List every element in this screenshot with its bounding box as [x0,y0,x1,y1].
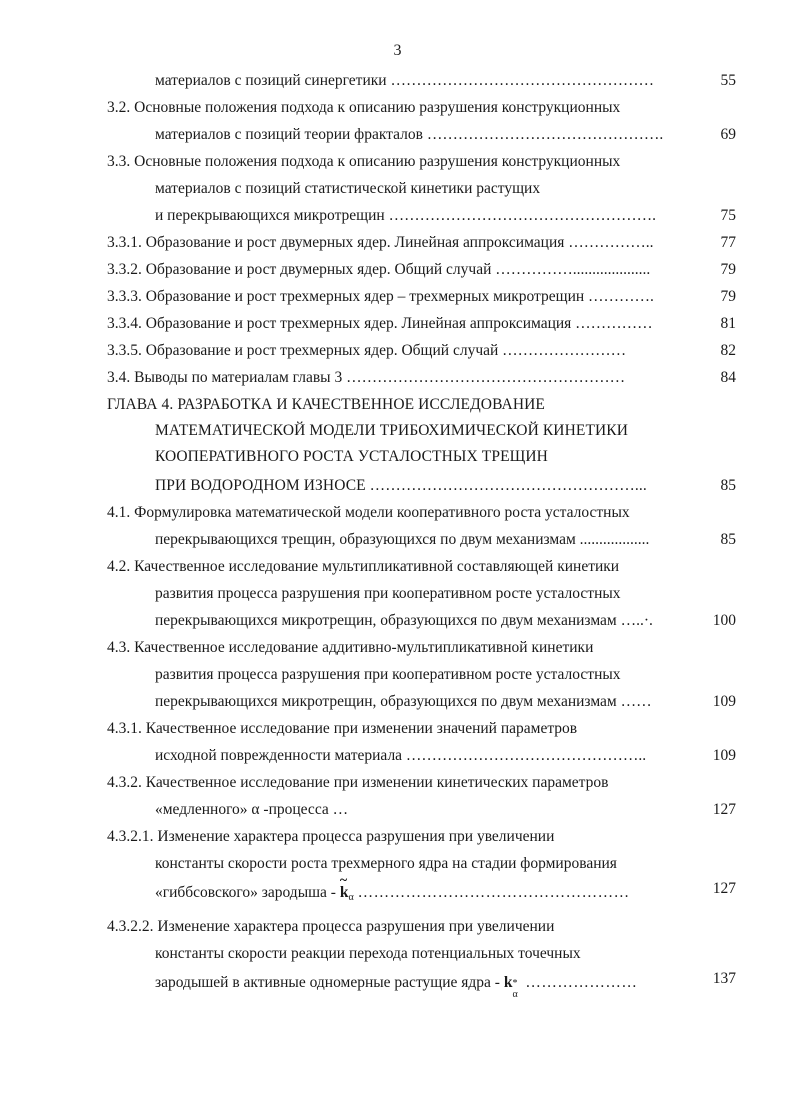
toc-page: 79 [720,288,736,305]
toc-page: 82 [720,342,736,359]
toc-line: материалов с позиций теории фракталов ………………………………………. [155,126,664,143]
toc-line: 3.3.2. Образование и рост двумерных ядер. Общий случай …………….................... [107,261,651,278]
toc-line: материалов с позиций статистической кинетики растущих [155,180,541,197]
toc-line: 3.3.4. Образование и рост трехмерных ядер. Линейная аппроксимация …………… [107,315,653,332]
toc-page: 79 [720,261,736,278]
toc-line: и перекрывающихся микротрещин ……………………………………………. [155,207,656,224]
toc-leader: ………………… [525,974,638,991]
toc-line: константы скорости роста трехмерного ядра на стадии формирования [155,855,617,872]
toc-page: 137 [712,970,736,987]
toc-line: 4.3. Качественное исследование аддитивно-мультипликативной кинетики [107,639,594,656]
toc-page: 77 [720,234,736,251]
toc-leader: …………………………………………… [357,884,630,901]
k-star-alpha-symbol: k * α [503,974,518,1000]
toc-line: 3.2. Основные положения подхода к описанию разрушения конструкционных [107,99,621,116]
toc-line: перекрывающихся микротрещин, образующихся по двум механизмам …..·. [155,612,653,629]
toc-page: 69 [720,126,736,143]
chapter-heading: КООПЕРАТИВНОГО РОСТА УСТАЛОСТНЫХ ТРЕЩИН [155,448,548,465]
toc-page: 100 [712,612,736,629]
toc-page: 75 [720,207,736,224]
toc-line: 3.3.5. Образование и рост трехмерных ядер. Общий случай …………………… [107,342,627,359]
chapter-heading: ПРИ ВОДОРОДНОМ ИЗНОСЕ ……………………………………………... [155,477,647,494]
toc-line: 4.3.2. Качественное исследование при изменении кинетических параметров [107,774,609,791]
toc-line: константы скорости реакции перехода потенциальных точечных [155,945,581,962]
chapter-heading: ГЛАВА 4. РАЗРАБОТКА И КАЧЕСТВЕННОЕ ИССЛЕДОВАНИЕ [107,396,546,413]
toc-page: 127 [712,801,736,818]
toc-line: «медленного» α -процесса … [155,801,349,818]
toc-page: 109 [712,747,736,764]
toc-line: развития процесса разрушения при кооперативном росте усталостных [155,666,621,683]
toc-page: 127 [712,880,736,897]
toc-line-formula [155,974,638,1000]
toc-line: 4.2. Качественное исследование мультипликативной составляющей кинетики [107,558,620,575]
toc-page: 85 [720,531,736,548]
toc-page: 109 [712,693,736,710]
toc-line: 4.1. Формулировка математической модели кооперативного роста усталостных [107,504,630,521]
toc-page: 81 [720,315,736,332]
toc-line: 3.3. Основные положения подхода к описанию разрушения конструкционных [107,153,621,170]
toc-line: 4.3.1. Качественное исследование при изменении значений параметров [107,720,578,737]
chapter-heading: МАТЕМАТИЧЕСКОЙ МОДЕЛИ ТРИБОХИМИЧЕСКОЙ КИНЕТИКИ [155,422,629,439]
toc-line: развития процесса разрушения при кооперативном росте усталостных [155,585,621,602]
page-number: 3 [393,42,402,59]
toc-line: 3.4. Выводы по материалам главы 3 ……………………………………………… [107,369,626,386]
toc-line: 3.3.3. Образование и рост трехмерных ядер – трехмерных микротрещин …………. [107,288,654,305]
toc-line-formula [155,884,630,903]
toc-line-text: «гиббсовского» зародыша - [155,884,336,901]
toc-line: перекрывающихся микротрещин, образующихся по двум механизмам …… [155,693,652,710]
toc-line: перекрывающихся трещин, образующихся по двум механизмам .................. [155,531,650,548]
toc-page: 85 [720,477,736,494]
toc-line: 3.3.1. Образование и рост двумерных ядер. Линейная аппроксимация …………….. [107,234,654,251]
toc-line: 4.3.2.1. Изменение характера процесса разрушения при увеличении [107,828,555,845]
toc-line-text: зародышей в активные одномерные растущие ядра - [155,974,500,991]
toc-line: 4.3.2.2. Изменение характера процесса разрушения при увеличении [107,918,555,935]
toc-line: материалов с позиций синергетики …………………………………………… [155,72,654,89]
toc-line: исходной поврежденности материала ……………………………………….. [155,747,647,764]
toc-page: 55 [720,72,736,89]
k-alpha-symbol: ~ $k_\alpha$ [340,884,354,903]
toc-page: 84 [720,369,736,386]
